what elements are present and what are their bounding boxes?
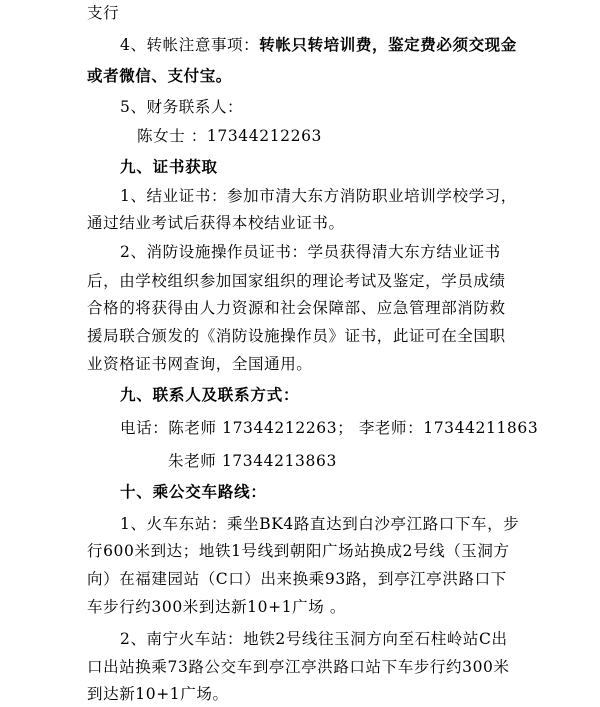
transfer-notice-label: 4、转帐注意事项：	[120, 36, 260, 54]
text-line-4: 5、财务联系人：	[120, 98, 244, 116]
contact-phones: 电话：陈老师 17344212263； 李老师：17344211863	[120, 419, 539, 437]
text-line-21: 车步行约300米到达新10+1广场 。	[87, 598, 346, 616]
text-line-7: 1、结业证书：参加市清大东方消防职业培训学校学习，	[120, 187, 517, 205]
text-line-2	[120, 35, 517, 55]
text-line-9: 2、消防设施操作员证书：学员获得清大东方结业证书	[120, 243, 501, 261]
text-line-24: 到达新10+1广场。	[87, 685, 229, 703]
text-line-20: 向）在福建园站（C口）出来换乘93路，到亭江亭洪路口下	[87, 570, 507, 588]
text-line-1: 支行	[87, 4, 120, 22]
text-line-3: 或者微信、支付宝。	[87, 67, 232, 85]
section-heading-bus-routes: 十、乘公交车路线：	[120, 483, 267, 501]
text-line-22: 2、南宁火车站：地铁2号线往玉洞方向至石柱岭站C出	[120, 630, 508, 648]
text-line-10: 后，由学校组织参加国家组织的理论考试及鉴定，学员成绩	[87, 272, 506, 290]
text-line-11: 合格的将获得由人力资源和社会保障部、应急管理部消防救	[87, 299, 506, 317]
text-line-23: 口出站换乘73路公交车到亭江亭洪路口站下车步行约300米	[87, 658, 510, 676]
transfer-notice-emphasis: 转帐只转培训费，鉴定费必须交现金	[259, 36, 517, 54]
text-line-18: 1、火车东站：乘坐BK4路直达到白沙亭江路口下车，步	[120, 515, 520, 533]
text-line-19: 行600米到达；地铁1号线到朝阳广场站换成2号线（玉洞方	[87, 542, 510, 560]
text-line-13: 业资格证书网查询，全国通用。	[87, 355, 313, 373]
text-line-12: 援局联合颁发的《消防设施操作员》证书，此证可在全国职	[87, 327, 506, 345]
text-line-8: 通过结业考试后获得本校结业证书。	[87, 214, 345, 232]
section-heading-contacts: 九、联系人及联系方式：	[120, 386, 300, 404]
finance-contact: 陈女士 ：17344212263	[137, 127, 323, 145]
section-heading-certificate: 九、证书获取	[120, 158, 218, 176]
contact-phone-zhu: 朱老师 17344213863	[168, 452, 337, 470]
